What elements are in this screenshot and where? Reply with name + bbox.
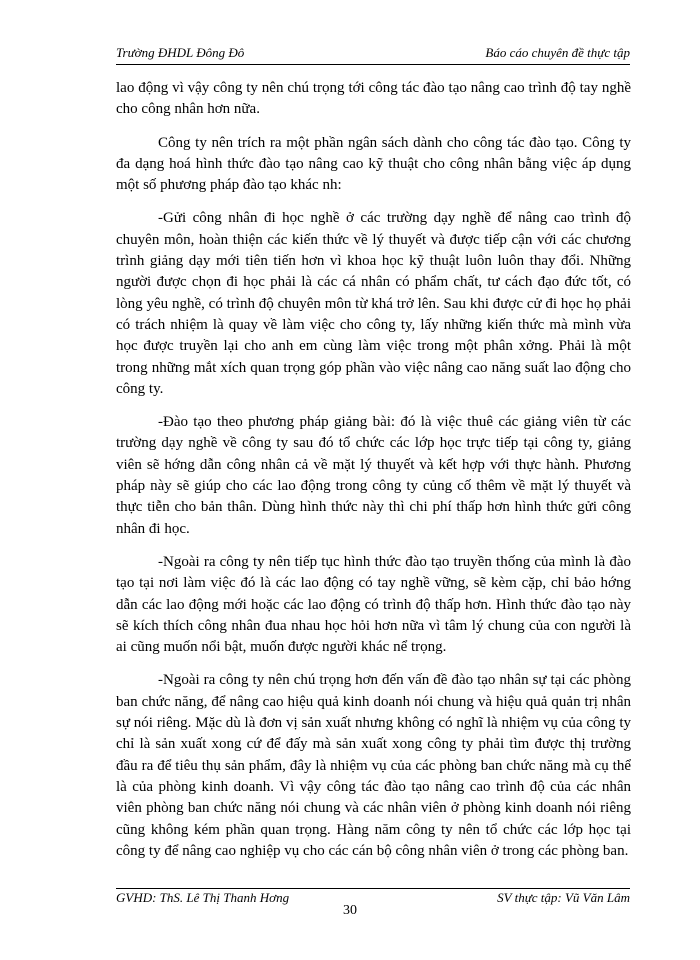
header-report-title: Báo cáo chuyên đề thực tập bbox=[485, 45, 630, 60]
footer-student: SV thực tập: Vũ Văn Lâm bbox=[497, 890, 630, 905]
page-header bbox=[116, 44, 630, 65]
paragraph: Công ty nên trích ra một phần ngân sách dành cho công tác đào tạo. Công ty đa dạng hoá hình thức đào tạo nâng cao kỹ thuật cho công nhân bằng việc áp dụng một số phương pháp đào tạo khác nh: bbox=[116, 134, 631, 194]
paragraph: -Đào tạo theo phương pháp giảng bài: đó là việc thuê các giảng viên từ các trường dạy nghề về công ty sau đó tổ chức các lớp học trực tiếp tại công ty, giảng viên sẽ hớng dẫn công nhân cả về mặt lý thuyết và kết hợp với thực hành. Phương pháp này sẽ giúp cho các lao động trong công ty củng cố thêm về mặt lý thuyết và thực tiễn cho bản thân. Dùng hình thức này thì chi phí thấp hơn hình thức gửi công nhân đi học. bbox=[116, 414, 631, 537]
footer-advisor: GVHD: ThS. Lê Thị Thanh Hơng bbox=[116, 890, 290, 905]
paragraph: lao động vì vậy công ty nên chú trọng tới công tác đào tạo nâng cao trình độ tay nghề cho công nhân hơn nữa. bbox=[116, 80, 631, 118]
paragraph: -Gửi công nhân đi học nghề ở các trường dạy nghề để nâng cao trình độ chuyên môn, hoàn thiện các kiến thức về lý thuyết và được tiếp cận với các chương trình giảng dạy mới tiên tiến hơn vì khoa học kỹ thuật luôn luôn thay đổi. Những người được chọn đi học phải là các cá nhân có phẩm chất, tư cách đạo đức tốt, có lòng yêu nghề, có trình độ chuyên môn từ khá trở lên. Sau khi được cử đi học họ phải có trách nhiệm là quay về làm việc cho công ty, lấy những kiến thức mà mình vừa học được truyền lại cho anh em cùng làm việc trong một phân xởng. Phải là một trong những mắt xích quan trọng góp phần vào việc nâng cao năng suất lao động cho công ty. bbox=[116, 210, 631, 397]
paragraph: -Ngoài ra công ty nên tiếp tục hình thức đào tạo truyền thống của mình là đào tạo tại nơi làm việc đó là các lao động có tay nghề vững, sẽ kèm cặp, chỉ bảo hớng dẫn các lao động mới hoặc các lao động có trình độ thấp hơn. Hình thức đào tạo này sẽ kích thích công nhân đua nhau học hỏi hơn nữa vì tâm lý chung của con người là ai cũng muốn nổi bật, muốn được người khác nể trọng. bbox=[116, 553, 631, 656]
header-school: Trường ĐHDL Đông Đô bbox=[116, 45, 245, 60]
page-number: 30 bbox=[343, 903, 357, 918]
body-text bbox=[116, 78, 631, 874]
paragraph: -Ngoài ra công ty nên chú trọng hơn đến vấn đề đào tạo nhân sự tại các phòng ban chức năng, để nâng cao hiệu quả kinh doanh nói chung và hiệu quả quản trị nhân sự nói riêng. Mặc dù là đơn vị sản xuất nhưng không có nghĩ là nhiệm vụ của công ty chỉ là sản xuất xong cứ để đấy mà sản xuất xong công ty phải tìm được thị trường đầu ra để tiêu thụ sản phẩm, đây là nhiệm vụ của các phòng ban chức năng mà cụ thể là của phòng kinh doanh. Vì vậy công tác đào tạo nâng cao trình độ của các nhân viên phòng ban chức năng nói chung và các nhân viên ở phòng kinh doanh nói riêng cũng không kém phần quan trọng. Hàng năm công ty nên tổ chức các lớp học tại công ty để nâng cao nghiệp vụ cho các cán bộ công nhân viên ở trong các phòng ban. bbox=[116, 672, 631, 859]
